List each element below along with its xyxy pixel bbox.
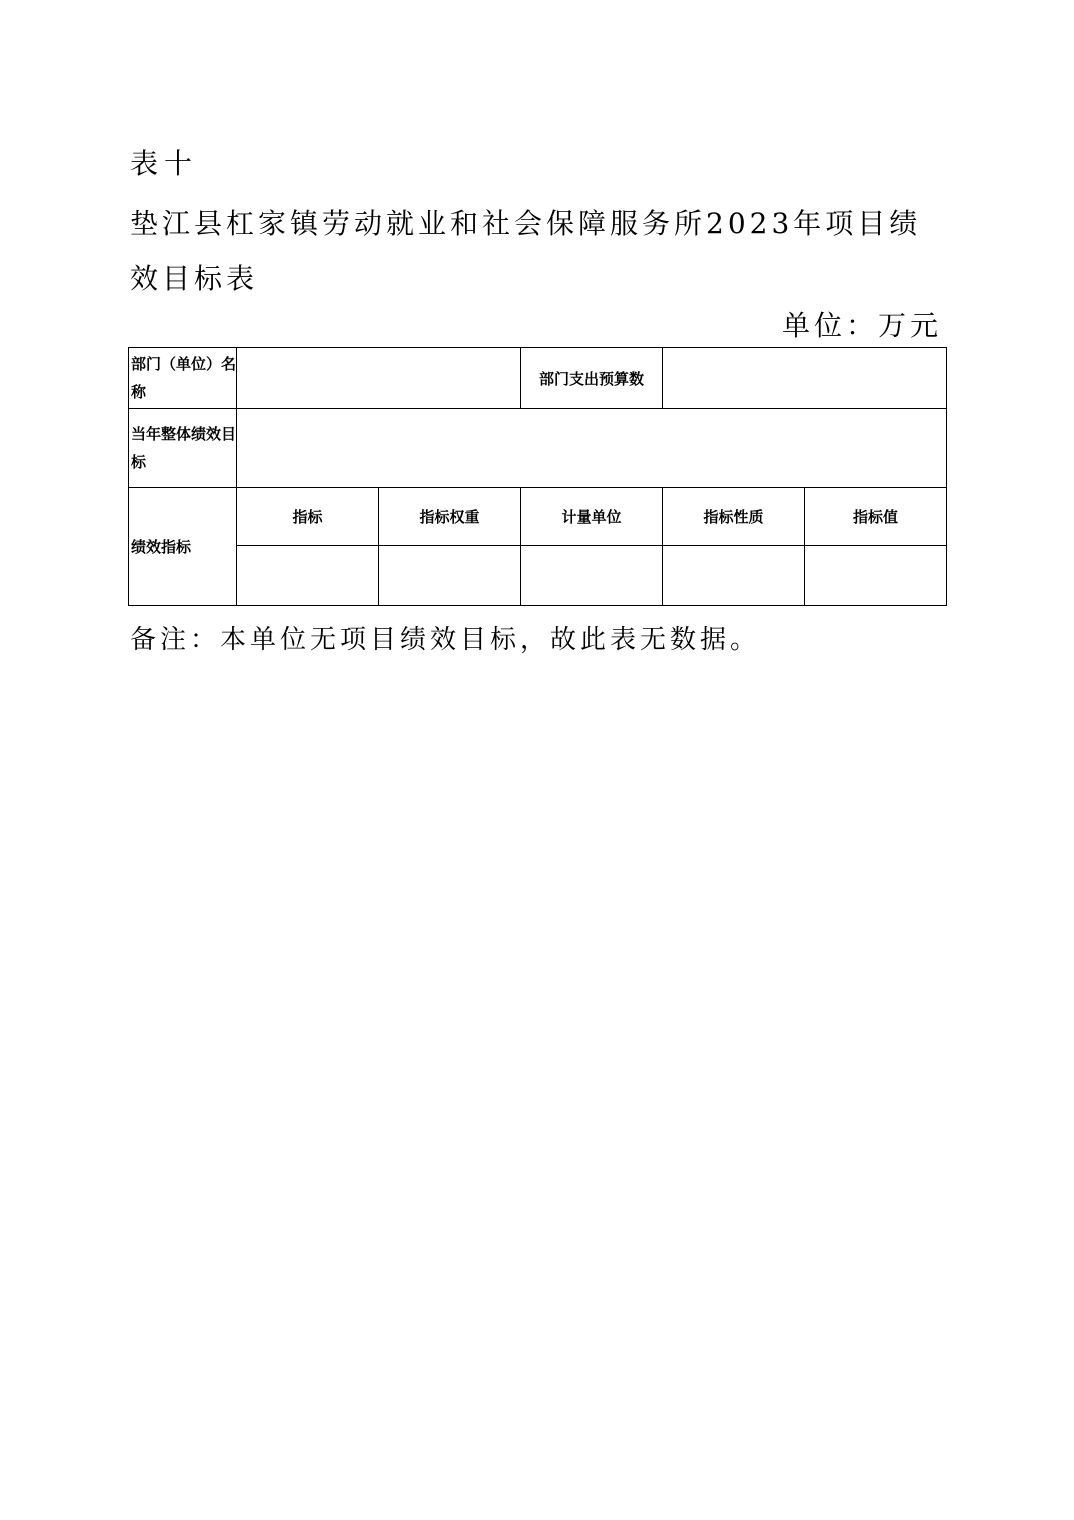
table-row (129, 488, 947, 546)
table-row (129, 409, 947, 488)
unit-label: 单位：万元 (781, 309, 942, 342)
column-header-weight: 指标权重 (379, 488, 521, 546)
remark-note: 备注：本单位无项目绩效目标，故此表无数据。 (130, 625, 761, 655)
budget-label: 部门支出预算数 (521, 348, 663, 409)
nature-cell (663, 546, 805, 606)
document-title: 垫江县杠家镇劳动就业和社会保障服务所2023年项目绩效目标表 (130, 207, 922, 295)
performance-target-table (128, 347, 947, 606)
dept-name-label: 部门（单位）名称 (129, 348, 237, 409)
annual-goal-label: 当年整体绩效目标 (129, 409, 237, 488)
column-header-value: 指标值 (805, 488, 947, 546)
perf-indicator-label: 绩效指标 (129, 488, 237, 606)
weight-cell (379, 546, 521, 606)
table-row (129, 546, 947, 606)
column-header-unit: 计量单位 (521, 488, 663, 546)
table-label: 表十 (130, 147, 199, 180)
dept-name-value (237, 348, 521, 409)
table-row (129, 348, 947, 409)
column-header-nature: 指标性质 (663, 488, 805, 546)
column-header-indicator: 指标 (237, 488, 379, 546)
value-cell (805, 546, 947, 606)
annual-goal-value (237, 409, 947, 488)
unit-cell (521, 546, 663, 606)
indicator-cell (237, 546, 379, 606)
budget-value (663, 348, 947, 409)
